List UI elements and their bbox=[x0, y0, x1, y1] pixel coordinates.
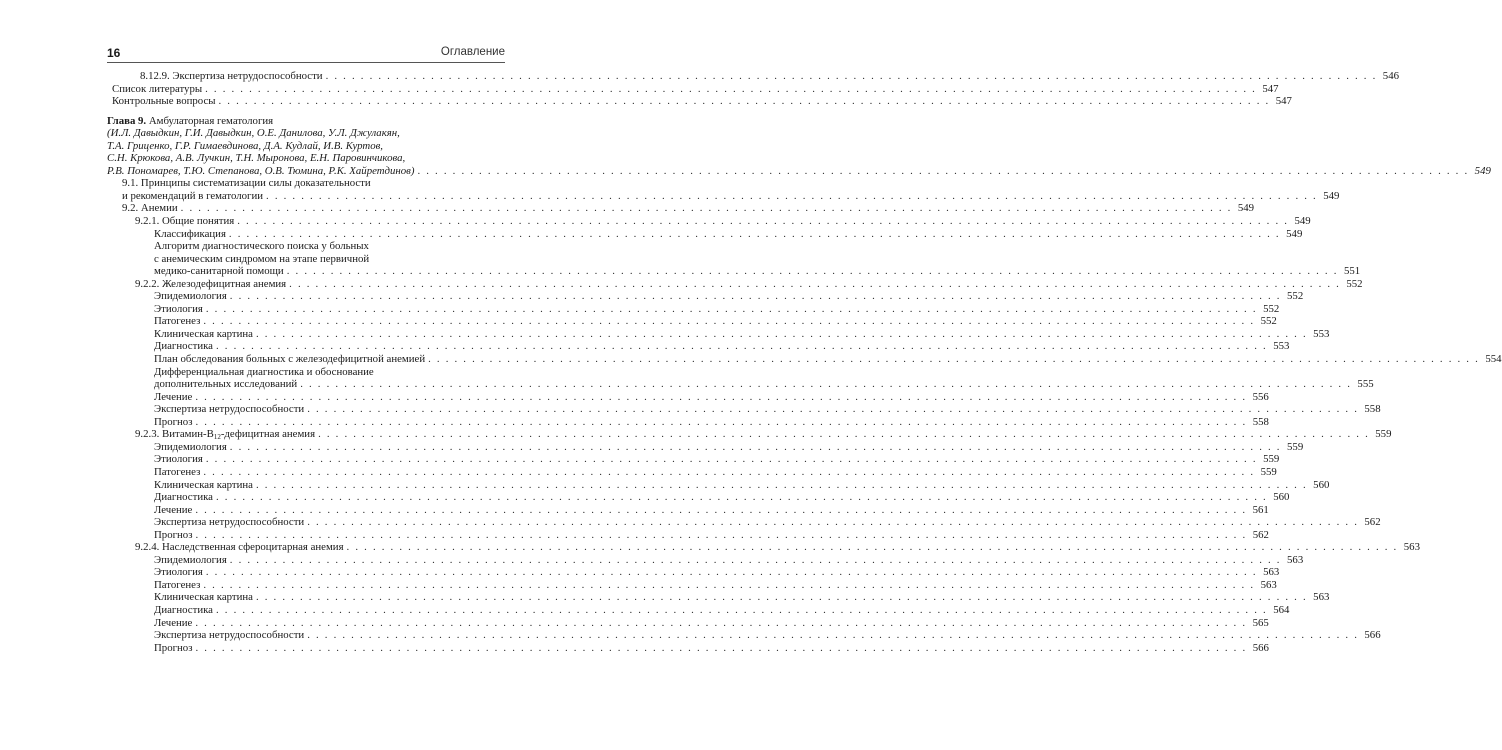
chapter-name: Амбулаторная гематология bbox=[146, 114, 274, 127]
dot-leader: . . . . . . . . . . . . . . . . . . . . . . . . . . . . . . . . . . . . . . . . . . . . . . . . . . . . . . . . . . . . . . . . . . . . . . . . . . . . . . . . . . . . . . . . . . . . . . . . . . . . . . . . . . . . . . . . . . . . . . . . bbox=[195, 503, 1247, 516]
toc-entry[interactable] bbox=[107, 629, 1381, 642]
entry-title: Лечение bbox=[154, 390, 193, 403]
entry-title: Эпидемиология bbox=[154, 553, 227, 566]
entry-title: Список литературы bbox=[112, 82, 203, 95]
toc-line bbox=[154, 629, 1381, 642]
toc-entry[interactable] bbox=[107, 541, 1420, 554]
dot-leader: . . . . . . . . . . . . . . . . . . . . . . . . . . . . . . . . . . . . . . . . . . . . . . . . . . . . . . . . . . . . . . . . . . . . . . . . . . . . . . . . . . . . . . . . . . . . . . . . . . . . . . . . . . . . . . . . . . . . . . . . bbox=[307, 629, 1359, 642]
dot-leader: . . . . . . . . . . . . . . . . . . . . . . . . . . . . . . . . . . . . . . . . . . . . . . . . . . . . . . . . . . . . . . . . . . . . . . . . . . . . . . . . . . . . . . . . . . . . . . . . . . . . . . . . . . . . . . . . . . . . . . . . bbox=[195, 616, 1247, 629]
toc-line bbox=[154, 390, 1269, 404]
toc-line bbox=[122, 202, 1255, 215]
entry-title: Прогноз bbox=[154, 528, 193, 541]
author-line bbox=[107, 164, 1491, 178]
toc-line bbox=[112, 95, 1292, 108]
entry-title: Эпидемиология bbox=[154, 440, 227, 453]
entry-title: Этиология bbox=[154, 302, 203, 315]
entry-title: Клиническая картина bbox=[154, 478, 253, 491]
page-number-ref: 558 bbox=[1364, 403, 1381, 416]
page-number-ref: 556 bbox=[1252, 390, 1269, 403]
authors-text: Р.В. Пономарев, Т.Ю. Степанова, О.В. Тюмина, Р.К. Хайретдинов) bbox=[107, 164, 415, 177]
toc-line bbox=[135, 541, 1420, 554]
entry-title: План обследования больных с железодефицитной анемией bbox=[154, 353, 426, 366]
page-number-ref: 566 bbox=[1252, 641, 1269, 654]
toc-entry[interactable] bbox=[107, 95, 1292, 108]
page-header bbox=[107, 44, 505, 63]
page-number-ref: 555 bbox=[1357, 378, 1374, 391]
toc-line bbox=[135, 277, 1363, 291]
toc-entry[interactable] bbox=[107, 453, 1280, 466]
entry-title: Прогноз bbox=[154, 641, 193, 654]
page-number-ref: 558 bbox=[1252, 415, 1269, 428]
toc-entry[interactable] bbox=[107, 240, 1361, 278]
entry-title: Прогноз bbox=[154, 415, 193, 428]
toc-entry[interactable] bbox=[107, 553, 1304, 567]
entry-title: Диагностика bbox=[154, 340, 213, 353]
toc-line bbox=[154, 240, 505, 253]
toc-line bbox=[154, 465, 1277, 479]
chapter-label: Глава 9. bbox=[107, 114, 147, 127]
toc-line bbox=[154, 578, 1277, 592]
page-number-ref: 551 bbox=[1343, 265, 1361, 278]
author-line bbox=[107, 140, 505, 153]
toc-line bbox=[154, 415, 1269, 429]
toc-line bbox=[154, 453, 1280, 466]
subscript: 12 bbox=[213, 433, 221, 442]
toc-line bbox=[154, 641, 1269, 655]
toc-line bbox=[154, 265, 1361, 278]
entry-title: Клиническая картина bbox=[154, 591, 253, 604]
authors-text: Т.А. Гриценко, Г.Р. Гимаевдинова, Д.А. Кудлай, И.В. Куртов, bbox=[107, 139, 383, 152]
toc-entry[interactable] bbox=[107, 603, 1290, 617]
dot-leader: . . . . . . . . . . . . . . . . . . . . . . . . . . . . . . . . . . . . . . . . . . . . . . . . . . . . . . . . . . . . . . . . . . . . . . . . . . . . . . . . . . . . . . . . . . . . . . . . . . . . . . . . . . . . . . . . . . . . . . . . bbox=[205, 82, 1257, 95]
toc-line bbox=[154, 290, 1304, 303]
toc-line bbox=[154, 591, 1330, 604]
toc-entry[interactable] bbox=[107, 277, 1363, 291]
page-number-ref: 560 bbox=[1313, 478, 1330, 491]
page-number-ref: 563 bbox=[1287, 553, 1304, 566]
table-of-contents bbox=[107, 70, 1502, 654]
page-number-ref: 562 bbox=[1252, 528, 1269, 541]
toc-entry[interactable] bbox=[107, 566, 1280, 579]
toc-line bbox=[154, 340, 1290, 353]
entry-title: 9.2.4. Наследственная сфероцитарная анемия bbox=[135, 541, 344, 554]
page-number-ref: 552 bbox=[1263, 302, 1280, 315]
toc-line bbox=[154, 516, 1381, 529]
dot-leader: . . . . . . . . . . . . . . . . . . . . . . . . . . . . . . . . . . . . . . . . . . . . . . . . . . . . . . . . . . . . . . . . . . . . . . . . . . . . . . . . . . . . . . . . . . . . . . . . . . . . . . . . . . . . . . . . . . . . . . . . bbox=[286, 265, 1339, 278]
toc-entry[interactable] bbox=[107, 591, 1330, 604]
dot-leader: . . . . . . . . . . . . . . . . . . . . . . . . . . . . . . . . . . . . . . . . . . . . . . . . . . . . . . . . . . . . . . . . . . . . . . . . . . . . . . . . . . . . . . . . . . . . . . . . . . . . . . . . . . . . . . . . . . . . . . . . bbox=[205, 566, 1258, 579]
page-number-ref: 553 bbox=[1313, 327, 1330, 340]
page-number-ref: 547 bbox=[1275, 95, 1292, 108]
entry-title: Патогенез bbox=[154, 465, 201, 478]
dot-leader: . . . . . . . . . . . . . . . . . . . . . . . . . . . . . . . . . . . . . . . . . . . . . . . . . . . . . . . . . . . . . . . . . . . . . . . . . . . . . . . . . . . . . . . . . . . . . . . . . . . . . . . . . . . . . . . . . . . . . . . . bbox=[203, 578, 1255, 591]
toc-entry[interactable] bbox=[107, 177, 1340, 202]
toc-entry[interactable] bbox=[107, 215, 1311, 228]
entry-title: Экспертиза нетрудоспособности bbox=[154, 516, 305, 529]
dot-leader: . . . . . . . . . . . . . . . . . . . . . . . . . . . . . . . . . . . . . . . . . . . . . . . . . . . . . . . . . . . . . . . . . . . . . . . . . . . . . . . . . . . . . . . . . . . . . . . . . . . . . . . . . . . . . . . . . . . . . . . . bbox=[229, 290, 1282, 303]
toc-line bbox=[154, 378, 1374, 391]
dot-leader: . . . . . . . . . . . . . . . . . . . . . . . . . . . . . . . . . . . . . . . . . . . . . . . . . . . . . . . . . . . . . . . . . . . . . . . . . . . . . . . . . . . . . . . . . . . . . . . . . . . . . . . . . . . . . . . . . . . . . . . . bbox=[237, 215, 1289, 228]
dot-leader: . . . . . . . . . . . . . . . . . . . . . . . . . . . . . . . . . . . . . . . . . . . . . . . . . . . . . . . . . . . . . . . . . . . . . . . . . . . . . . . . . . . . . . . . . . . . . . . . . . . . . . . . . . . . . . . . . . . . . . . . bbox=[346, 541, 1398, 554]
dot-leader: . . . . . . . . . . . . . . . . . . . . . . . . . . . . . . . . . . . . . . . . . . . . . . . . . . . . . . . . . . . . . . . . . . . . . . . . . . . . . . . . . . . . . . . . . . . . . . . . . . . . . . . . . . . . . . . . . . . . . . . . bbox=[228, 227, 1281, 240]
entry-title: 8.12.9. Экспертиза нетрудоспособности bbox=[140, 70, 323, 82]
page-number-ref: 561 bbox=[1252, 503, 1269, 516]
toc-entry[interactable] bbox=[107, 365, 1374, 391]
running-head: Оглавление bbox=[440, 46, 505, 58]
page-number-ref: 566 bbox=[1364, 629, 1381, 642]
toc-line bbox=[154, 353, 1502, 366]
authors-text: С.Н. Крюкова, А.В. Лучкин, Т.Н. Мыронова, Е.Н. Паровинчикова, bbox=[107, 152, 406, 165]
dot-leader: . . . . . . . . . . . . . . . . . . . . . . . . . . . . . . . . . . . . . . . . . . . . . . . . . . . . . . . . . . . . . . . . . . . . . . . . . . . . . . . . . . . . . . . . . . . . . . . . . . . . . . . . . . . . . . . . . . . . . . . . bbox=[307, 403, 1359, 416]
page-number-ref: 560 bbox=[1273, 491, 1290, 504]
entry-title: Контрольные вопросы bbox=[112, 95, 216, 108]
dot-leader: . . . . . . . . . . . . . . . . . . . . . . . . . . . . . . . . . . . . . . . . . . . . . . . . . . . . . . . . . . . . . . . . . . . . . . . . . . . . . . . . . . . . . . . . . . . . . . . . . . . . . . . . . . . . . . . . . . . . . . . . bbox=[307, 516, 1359, 529]
entry-title: медико-санитарной помощи bbox=[154, 265, 284, 278]
entry-title: Диагностика bbox=[154, 491, 213, 504]
entry-title: 9.2.1. Общие понятия bbox=[135, 215, 235, 228]
dot-leader: . . . . . . . . . . . . . . . . . . . . . . . . . . . . . . . . . . . . . . . . . . . . . . . . . . . . . . . . . . . . . . . . . . . . . . . . . . . . . . . . . . . . . . . . . . . . . . . . . . . . . . . . . . . . . . . . . . . . . . . . bbox=[195, 390, 1247, 403]
toc-entry[interactable] bbox=[107, 202, 1255, 215]
page-number-ref: 559 bbox=[1375, 428, 1392, 441]
author-line bbox=[107, 127, 505, 140]
page-number-ref: 559 bbox=[1263, 453, 1280, 466]
entry-title: 9.1. Принципы систематизации силы доказательности bbox=[122, 177, 371, 190]
dot-leader: . . . . . . . . . . . . . . . . . . . . . . . . . . . . . . . . . . . . . . . . . . . . . . . . . . . . . . . . . . . . . . . . . . . . . . . . . . . . . . . . . . . . . . . . . . . . . . . . . . . . . . . . . . . . . . . . . . . . . . . . bbox=[229, 440, 1282, 453]
toc-line bbox=[112, 82, 1279, 96]
entry-title: дополнительных исследований bbox=[154, 378, 298, 391]
toc-entry[interactable] bbox=[107, 428, 1392, 442]
toc-line bbox=[135, 215, 1311, 228]
toc-line bbox=[154, 553, 1304, 567]
page-number-ref: 549 bbox=[1474, 164, 1491, 177]
entry-title: Классификация bbox=[154, 227, 226, 240]
entry-title: 9.2.3. Витамин-$В_{12}$-дефицитная анемия bbox=[135, 428, 316, 442]
page-number-ref: 552 bbox=[1346, 277, 1363, 290]
page-number-ref: 552 bbox=[1287, 290, 1304, 303]
toc-line bbox=[154, 616, 1269, 630]
page-number-ref: 564 bbox=[1273, 603, 1290, 616]
entry-title: Лечение bbox=[154, 616, 193, 629]
toc-line bbox=[154, 253, 505, 266]
page-number-ref: 562 bbox=[1364, 516, 1381, 529]
entry-title: с анемическим синдромом на этапе первичной bbox=[154, 252, 370, 265]
page-number-ref: 554 bbox=[1485, 353, 1502, 366]
entry-title-suffix: -дефицитная анемия bbox=[220, 428, 316, 441]
toc-entry[interactable] bbox=[107, 491, 1290, 504]
dot-leader: . . . . . . . . . . . . . . . . . . . . . . . . . . . . . . . . . . . . . . . . . . . . . . . . . . . . . . . . . . . . . . . . . . . . . . . . . . . . . . . . . . . . . . . . . . . . . . . . . . . . . . . . . . . . . . . . . . . . . . . . bbox=[300, 378, 1352, 391]
toc-entry[interactable] bbox=[107, 315, 1277, 328]
toc-entry[interactable] bbox=[107, 578, 1277, 592]
toc-entry[interactable] bbox=[107, 340, 1290, 353]
page-number-ref: 549 bbox=[1286, 227, 1303, 240]
toc-entry[interactable] bbox=[107, 403, 1381, 416]
entry-title: Дифференциальная диагностика и обоснование bbox=[154, 365, 374, 378]
toc-entry[interactable] bbox=[107, 528, 1269, 542]
toc-line bbox=[154, 503, 1269, 517]
page-number-ref: 546 bbox=[1382, 70, 1399, 82]
toc-chapter[interactable] bbox=[107, 114, 1491, 178]
page-number-ref: 559 bbox=[1260, 465, 1277, 478]
entry-title: Экспертиза нетрудоспособности bbox=[154, 403, 305, 416]
toc-entry[interactable] bbox=[107, 465, 1277, 479]
toc-entry[interactable] bbox=[107, 440, 1304, 454]
toc-line bbox=[140, 70, 1399, 83]
dot-leader: . . . . . . . . . . . . . . . . . . . . . . . . . . . . . . . . . . . . . . . . . . . . . . . . . . . . . . . . . . . . . . . . . . . . . . . . . . . . . . . . . . . . . . . . . . . . . . . . . . . . . . . . . . . . . . . . . . . . . . . . bbox=[318, 428, 1370, 441]
entry-title: Диагностика bbox=[154, 603, 213, 616]
dot-leader: . . . . . . . . . . . . . . . . . . . . . . . . . . . . . . . . . . . . . . . . . . . . . . . . . . . . . . . . . . . . . . . . . . . . . . . . . . . . . . . . . . . . . . . . . . . . . . . . . . . . . . . . . . . . . . . . . . . . . . . . bbox=[218, 95, 1270, 108]
dot-leader: . . . . . . . . . . . . . . . . . . . . . . . . . . . . . . . . . . . . . . . . . . . . . . . . . . . . . . . . . . . . . . . . . . . . . . . . . . . . . . . . . . . . . . . . . . . . . . . . . . . . . . . . . . . . . . . . . . . . . . . . bbox=[215, 491, 1268, 504]
toc-entry[interactable] bbox=[107, 390, 1269, 404]
dot-leader: . . . . . . . . . . . . . . . . . . . . . . . . . . . . . . . . . . . . . . . . . . . . . . . . . . . . . . . . . . . . . . . . . . . . . . . . . . . . . . . . . . . . . . . . . . . . . . . . . . . . . . . . . . . . . . . . . . . . . . . . bbox=[205, 453, 1258, 466]
dot-leader: . . . . . . . . . . . . . . . . . . . . . . . . . . . . . . . . . . . . . . . . . . . . . . . . . . . . . . . . . . . . . . . . . . . . . . . . . . . . . . . . . . . . . . . . . . . . . . . . . . . . . . . . . . . . . . . . . . . . . . . . bbox=[203, 465, 1255, 478]
toc-line bbox=[135, 428, 1392, 442]
toc-line bbox=[154, 227, 1303, 241]
dot-leader: . . . . . . . . . . . . . . . . . . . . . . . . . . . . . . . . . . . . . . . . . . . . . . . . . . . . . . . . . . . . . . . . . . . . . . . . . . . . . . . . . . . . . . . . . . . . . . . . . . . . . . . . . . . . . . . . . . . . . . . . bbox=[255, 478, 1308, 491]
toc-line bbox=[154, 327, 1330, 341]
page-number-ref: 549 bbox=[1323, 189, 1340, 202]
entry-title: Лечение bbox=[154, 503, 193, 516]
dot-leader: . . . . . . . . . . . . . . . . . . . . . . . . . . . . . . . . . . . . . . . . . . . . . . . . . . . . . . . . . . . . . . . . . . . . . . . . . . . . . . . . . . . . . . . . . . . . . . . . . . . . . . . . . . . . . . . . . . . . . . . . bbox=[195, 415, 1247, 428]
toc-entry[interactable] bbox=[107, 227, 1303, 241]
toc-entry[interactable] bbox=[107, 516, 1381, 529]
toc-line bbox=[154, 603, 1290, 617]
toc-entry[interactable] bbox=[107, 503, 1269, 517]
toc-entry[interactable] bbox=[107, 327, 1330, 341]
dot-leader: . . . . . . . . . . . . . . . . . . . . . . . . . . . . . . . . . . . . . . . . . . . . . . . . . . . . . . . . . . . . . . . . . . . . . . . . . . . . . . . . . . . . . . . . . . . . . . . . . . . . . . . . . . . . . . . . . . . . . . . . bbox=[215, 603, 1268, 616]
entry-title: Патогенез bbox=[154, 315, 201, 328]
toc-line bbox=[107, 115, 505, 128]
dot-leader: . . . . . . . . . . . . . . . . . . . . . . . . . . . . . . . . . . . . . . . . . . . . . . . . . . . . . . . . . . . . . . . . . . . . . . . . . . . . . . . . . . . . . . . . . . . . . . . . . . . . . . . . . . . . . . . . . . . . . . . . bbox=[195, 528, 1247, 541]
entry-title: Алгоритм диагностического поиска у больных bbox=[154, 240, 369, 253]
entry-title: Эпидемиология bbox=[154, 290, 227, 303]
toc-line bbox=[154, 440, 1304, 454]
toc-line bbox=[154, 566, 1280, 579]
toc-entry[interactable] bbox=[107, 70, 1399, 83]
dot-leader: . . . . . . . . . . . . . . . . . . . . . . . . . . . . . . . . . . . . . . . . . . . . . . . . . . . . . . . . . . . . . . . . . . . . . . . . . . . . . . . . . . . . . . . . . . . . . . . . . . . . . . . . . . . . . . . . . . . . . . . . bbox=[289, 277, 1341, 290]
dot-leader: . . . . . . . . . . . . . . . . . . . . . . . . . . . . . . . . . . . . . . . . . . . . . . . . . . . . . . . . . . . . . . . . . . . . . . . . . . . . . . . . . . . . . . . . . . . . . . . . . . . . . . . . . . . . . . . . . . . . . . . . bbox=[325, 70, 1377, 82]
toc-line bbox=[154, 478, 1330, 492]
dot-leader: . . . . . . . . . . . . . . . . . . . . . . . . . . . . . . . . . . . . . . . . . . . . . . . . . . . . . . . . . . . . . . . . . . . . . . . . . . . . . . . . . . . . . . . . . . . . . . . . . . . . . . . . . . . . . . . . . . . . . . . . bbox=[266, 189, 1318, 202]
toc-entry[interactable] bbox=[107, 415, 1269, 429]
entry-title: Этиология bbox=[154, 566, 203, 579]
entry-title: Экспертиза нетрудоспособности bbox=[154, 629, 305, 642]
entry-title: Клиническая картина bbox=[154, 327, 253, 340]
page-number-ref: 553 bbox=[1273, 340, 1290, 353]
entry-title: 9.2. Анемии bbox=[122, 202, 178, 215]
toc-line bbox=[122, 177, 505, 190]
toc-line bbox=[122, 189, 1340, 203]
page-number-ref: 565 bbox=[1252, 616, 1269, 629]
toc-line bbox=[154, 366, 505, 379]
dot-leader: . . . . . . . . . . . . . . . . . . . . . . . . . . . . . . . . . . . . . . . . . . . . . . . . . . . . . . . . . . . . . . . . . . . . . . . . . . . . . . . . . . . . . . . . . . . . . . . . . . . . . . . . . . . . . . . . . . . . . . . . bbox=[180, 202, 1233, 215]
authors-text: (И.Л. Давыдкин, Г.И. Давыдкин, О.Е. Данилова, У.Л. Джулакян, bbox=[107, 127, 400, 140]
page-number-ref: 547 bbox=[1262, 82, 1279, 95]
dot-leader: . . . . . . . . . . . . . . . . . . . . . . . . . . . . . . . . . . . . . . . . . . . . . . . . . . . . . . . . . . . . . . . . . . . . . . . . . . . . . . . . . . . . . . . . . . . . . . . . . . . . . . . . . . . . . . . . . . . . . . . . bbox=[215, 340, 1268, 353]
page-number-ref: 549 bbox=[1237, 202, 1255, 215]
dot-leader: . . . . . . . . . . . . . . . . . . . . . . . . . . . . . . . . . . . . . . . . . . . . . . . . . . . . . . . . . . . . . . . . . . . . . . . . . . . . . . . . . . . . . . . . . . . . . . . . . . . . . . . . . . . . . . . . . . . . . . . . bbox=[229, 553, 1282, 566]
toc-entry[interactable] bbox=[107, 290, 1304, 303]
toc-entry[interactable] bbox=[107, 641, 1269, 655]
page-number-ref: 563 bbox=[1313, 591, 1330, 604]
toc-line bbox=[154, 528, 1269, 542]
page-number: 16 bbox=[107, 46, 121, 60]
entry-title: Патогенез bbox=[154, 578, 201, 591]
toc-entry[interactable] bbox=[107, 478, 1330, 492]
dot-leader: . . . . . . . . . . . . . . . . . . . . . . . . . . . . . . . . . . . . . . . . . . . . . . . . . . . . . . . . . . . . . . . . . . . . . . . . . . . . . . . . . . . . . . . . . . . . . . . . . . . . . . . . . . . . . . . . . . . . . . . . bbox=[255, 591, 1308, 604]
dot-leader: . . . . . . . . . . . . . . . . . . . . . . . . . . . . . . . . . . . . . . . . . . . . . . . . . . . . . . . . . . . . . . . . . . . . . . . . . . . . . . . . . . . . . . . . . . . . . . . . . . . . . . . . . . . . . . . . . . . . . . . . bbox=[205, 302, 1258, 315]
dot-leader: . . . . . . . . . . . . . . . . . . . . . . . . . . . . . . . . . . . . . . . . . . . . . . . . . . . . . . . . . . . . . . . . . . . . . . . . . . . . . . . . . . . . . . . . . . . . . . . . . . . . . . . . . . . . . . . . . . . . . . . . bbox=[195, 641, 1247, 654]
dot-leader: . . . . . . . . . . . . . . . . . . . . . . . . . . . . . . . . . . . . . . . . . . . . . . . . . . . . . . . . . . . . . . . . . . . . . . . . . . . . . . . . . . . . . . . . . . . . . . . . . . . . . . . . . . . . . . . . . . . . . . . . bbox=[428, 353, 1480, 366]
dot-leader: . . . . . . . . . . . . . . . . . . . . . . . . . . . . . . . . . . . . . . . . . . . . . . . . . . . . . . . . . . . . . . . . . . . . . . . . . . . . . . . . . . . . . . . . . . . . . . . . . . . . . . . . . . . . . . . . . . . . . . . . bbox=[255, 327, 1308, 340]
dot-leader: . . . . . . . . . . . . . . . . . . . . . . . . . . . . . . . . . . . . . . . . . . . . . . . . . . . . . . . . . . . . . . . . . . . . . . . . . . . . . . . . . . . . . . . . . . . . . . . . . . . . . . . . . . . . . . . . . . . . . . . . bbox=[417, 164, 1469, 177]
page-number-ref: 549 bbox=[1294, 215, 1311, 228]
dot-leader: . . . . . . . . . . . . . . . . . . . . . . . . . . . . . . . . . . . . . . . . . . . . . . . . . . . . . . . . . . . . . . . . . . . . . . . . . . . . . . . . . . . . . . . . . . . . . . . . . . . . . . . . . . . . . . . . . . . . . . . . bbox=[203, 315, 1255, 328]
toc-entry[interactable] bbox=[107, 82, 1279, 96]
toc-entry[interactable] bbox=[107, 302, 1280, 316]
toc-line bbox=[154, 302, 1280, 316]
toc-line bbox=[154, 315, 1277, 328]
toc-line bbox=[154, 491, 1290, 504]
entry-title: и рекомендаций в гематологии bbox=[122, 189, 264, 202]
toc-entry[interactable] bbox=[107, 616, 1269, 630]
entry-title: 9.2.2. Железодефицитная анемия bbox=[135, 277, 287, 290]
author-line bbox=[107, 152, 505, 165]
page-number-ref: 563 bbox=[1403, 541, 1420, 554]
toc-entry[interactable] bbox=[107, 353, 1502, 366]
toc-line bbox=[154, 403, 1381, 416]
page-number-ref: 563 bbox=[1263, 566, 1280, 579]
page-number-ref: 559 bbox=[1287, 440, 1304, 453]
entry-title: Этиология bbox=[154, 453, 203, 466]
page-number-ref: 563 bbox=[1260, 578, 1277, 591]
section-gap bbox=[107, 108, 505, 115]
page-number-ref: 552 bbox=[1260, 315, 1277, 328]
